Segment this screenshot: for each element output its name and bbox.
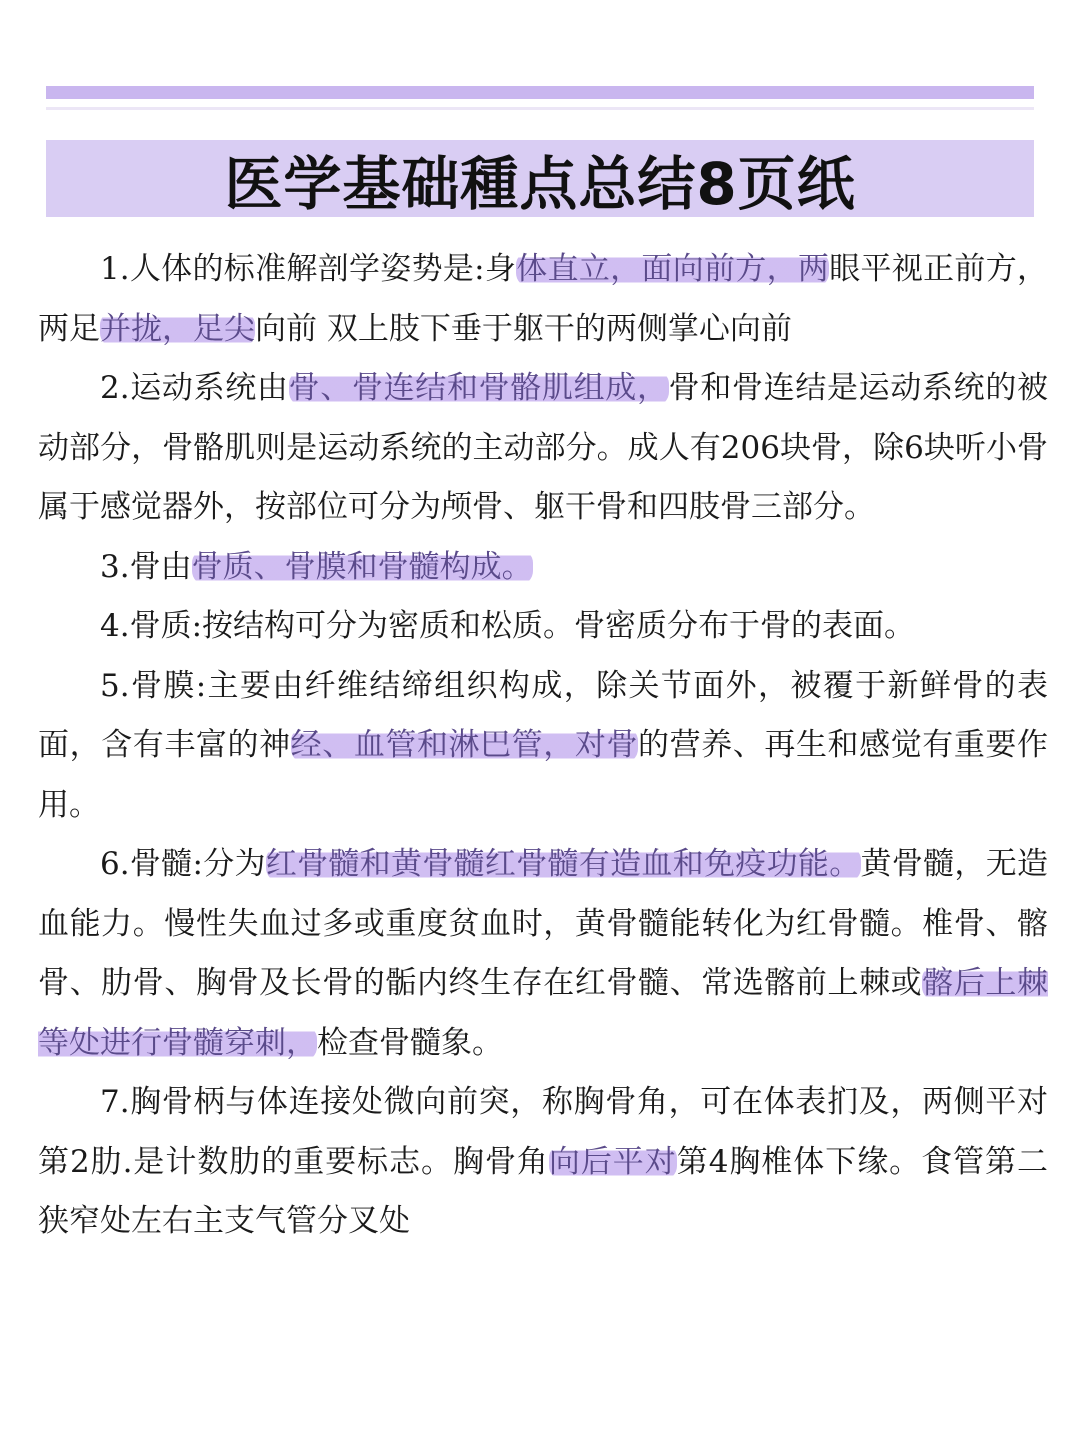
highlighted-text: 并拢，足尖	[100, 310, 255, 347]
paragraph-1	[38, 240, 1048, 359]
top-accent-bar	[46, 86, 1034, 99]
page-title: 医学基础種点总结8页纸	[224, 149, 856, 218]
paragraph-4	[38, 597, 1048, 657]
paragraph-3	[38, 538, 1048, 598]
highlighted-text: 向后平对	[548, 1143, 677, 1180]
text-run: 5.骨膜:主要由纤维结缔组织构成，除关节面外，被覆于新鲜骨的表面，含有丰富的神	[38, 667, 1048, 763]
text-run: 3.骨由	[100, 548, 192, 585]
top-divider-line	[46, 107, 1034, 110]
text-run: 向前 双上肢下垂于躯干的两侧掌心向前	[255, 310, 792, 347]
text-run: 黄骨髓，无造血能力。慢性失血过多或重度贫血时，黄骨髓能转化为红骨髓。椎骨、髂骨、肋骨、胸骨及长骨的骺内终生存在红骨髓、常选髂前上棘或	[38, 846, 1049, 1001]
title-banner	[46, 140, 1034, 217]
text-run: 1.人体的标准解剖学姿势是:身	[100, 251, 517, 287]
paragraph-7	[38, 1073, 1048, 1252]
highlighted-text: 骨质、骨膜和骨髓构成。	[191, 548, 533, 585]
text-run: 的营养、再生和感觉有重要作用。	[38, 727, 1049, 823]
text-run: 检查骨髓象。	[317, 1024, 503, 1061]
text-run: 2.运动系统由	[100, 370, 289, 406]
highlighted-text: 骨、骨连结和骨骼肌组成，	[288, 370, 669, 406]
text-run: 第4胸椎体下缘。食管第二狭窄处左右主支气管分叉处	[38, 1143, 1049, 1239]
text-run: 骨和骨连结是运动系统的被动部分，骨骼肌则是运动系统的主动部分。成人有206块骨，除6块听小骨属于感觉器外，按部位可分为颅骨、躯干骨和四肢骨三部分。	[38, 370, 1049, 525]
highlighted-text: 经、血管和淋巴管，对骨	[290, 727, 639, 763]
highlighted-text: 体直立，面向前方，两	[516, 251, 830, 287]
text-run: 6.骨髓:分为	[100, 846, 266, 882]
paragraph-2	[38, 359, 1048, 538]
text-run: 4.骨质:按结构可分为密质和松质。骨密质分布于骨的表面。	[100, 608, 916, 644]
text-run: 眼平视正前方，两足	[38, 251, 1049, 347]
notes-body	[38, 240, 1048, 1252]
highlighted-text: 红骨髓和黄骨髓红骨髓有造血和免疫功能。	[265, 846, 861, 882]
highlighted-text: 髂后上棘等处进行骨髓穿刺，	[38, 965, 1049, 1061]
paragraph-5	[38, 657, 1048, 836]
text-run: 7.胸骨柄与体连接处微向前突，称胸骨角，可在体表扪及，两侧平对第2肋.是计数肋的重要标志。胸骨角	[38, 1084, 1048, 1180]
paragraph-6	[38, 835, 1048, 1073]
